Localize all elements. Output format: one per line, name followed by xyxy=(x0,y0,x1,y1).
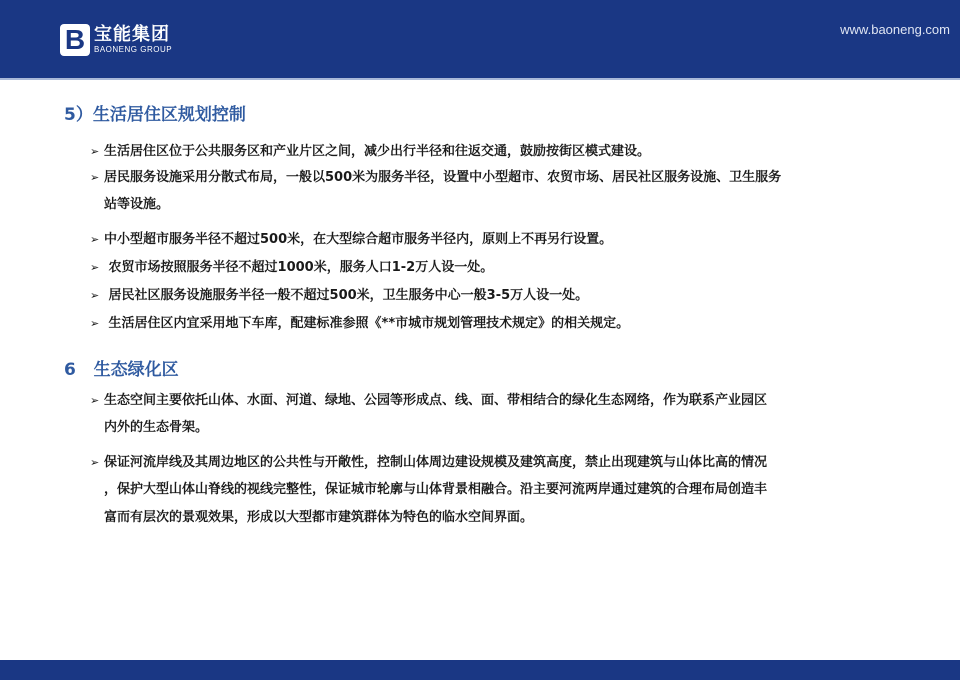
bullet: ➢ 保证河流岸线及其周边地区的公共性与开敞性，控制山体周边建设规模及建筑高度，禁止出现建筑与山体比高的情况 xyxy=(90,455,768,470)
bullet: ➢ 生活居住区位于公共服务区和产业片区之间，减少出行半径和往返交通，鼓励按街区模式建设。 xyxy=(90,144,651,159)
header-bar xyxy=(0,0,960,80)
arrow-bullet-icon: ➢ xyxy=(90,289,100,302)
arrow-bullet-icon: ➢ xyxy=(90,145,100,158)
bullet-continuation: ，保护大型山体山脊线的视线完整性，保证城市轮廓与山体背景相融合。沿主要河流两岸通过建筑的合理布局创造丰 xyxy=(104,482,768,497)
logo-cn: 宝能集团 xyxy=(94,24,170,45)
arrow-bullet-icon: ➢ xyxy=(90,317,100,330)
bullet: ➢ 居民社区服务设施服务半径一般不超过500米，卫生服务中心一般3-5万人设一处。 xyxy=(90,288,589,303)
bullet: ➢ 农贸市场按照服务半径不超过1000米，服务人口1-2万人设一处。 xyxy=(90,260,494,275)
bullet-continuation: 富而有层次的景观效果，形成以大型都市建筑群体为特色的临水空间界面。 xyxy=(104,510,534,525)
bullet-continuation: 内外的生态骨架。 xyxy=(104,420,209,435)
arrow-bullet-icon: ➢ xyxy=(90,261,100,274)
arrow-bullet-icon: ➢ xyxy=(90,394,100,407)
bullet-continuation: 站等设施。 xyxy=(104,197,170,212)
section-6-title: 6 生态绿化区 xyxy=(64,360,179,380)
arrow-bullet-icon: ➢ xyxy=(90,171,100,184)
arrow-bullet-icon: ➢ xyxy=(90,233,100,246)
bullet: ➢ 生活居住区内宜采用地下车库，配建标准参照《**市城市规划管理技术规定》的相关规定。 xyxy=(90,316,630,331)
baoneng-logo xyxy=(60,24,172,56)
arrow-bullet-icon: ➢ xyxy=(90,456,100,469)
website-url: www.baoneng.com xyxy=(840,22,950,37)
bullet: ➢ 生态空间主要依托山体、水面、河道、绿地、公园等形成点、线、面、带相结合的绿化生态网络，作为联系产业园区 xyxy=(90,393,768,408)
footer-bar xyxy=(0,660,960,680)
section-5-title: 5）生活居住区规划控制 xyxy=(64,105,246,125)
bullet: ➢ 中小型超市服务半径不超过500米，在大型综合超市服务半径内，原则上不再另行设置。 xyxy=(90,232,613,247)
bullet: ➢ 居民服务设施采用分散式布局，一般以500米为服务半径，设置中小型超市、农贸市场、居民社区服务设施、卫生服务 xyxy=(90,170,782,185)
logo-mark: B xyxy=(60,24,90,56)
logo-en: BAONENG GROUP xyxy=(94,45,173,54)
